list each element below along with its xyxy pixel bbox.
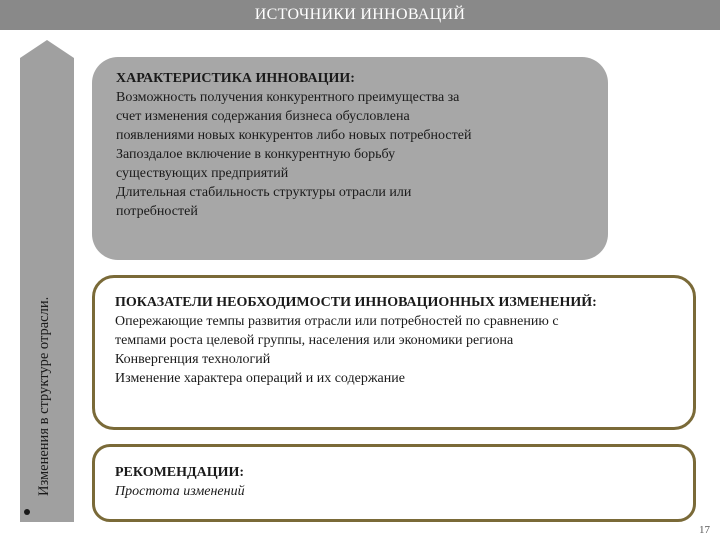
characteristic-box [92,57,608,260]
characteristic-line: счет изменения содержания бизнеса обусловлена [116,109,410,124]
page-number: 17 [699,524,710,536]
recommendations-box [92,444,696,522]
characteristic-heading: ХАРАКТЕРИСТИКА ИННОВАЦИИ: [116,71,355,86]
characteristic-line: потребностей [116,204,198,219]
indicators-line: Изменение характера операций и их содержание [115,371,405,386]
title-bar [0,0,720,30]
characteristic-line: Длительная стабильность структуры отрасли или [116,185,412,200]
side-label: Изменения в структуре отрасли. [36,296,52,496]
characteristic-line: Запоздалое включение в конкурентную борьбу [116,147,396,162]
indicators-line: Опережающие темпы развития отрасли или потребностей по сравнению с [115,314,559,329]
side-bullet-icon [24,509,30,515]
characteristic-line: Возможность получения конкурентного преимущества за [116,90,460,105]
characteristic-line: появлениями новых конкурентов либо новых потребностей [116,128,472,143]
indicators-box [92,275,696,430]
indicators-line: Конвергенция технологий [115,352,271,367]
indicators-line: темпами роста целевой группы, населения или экономики региона [115,333,514,348]
characteristic-line: существующих предприятий [116,166,289,181]
recommendations-heading: РЕКОМЕНДАЦИИ: [115,465,245,480]
page-title: ИСТОЧНИКИ ИННОВАЦИЙ [254,6,466,23]
indicators-heading: ПОКАЗАТЕЛИ НЕОБХОДИМОСТИ ИННОВАЦИОННЫХ ИЗМЕНЕНИЙ: [115,295,597,310]
recommendations-text: Простота изменений [115,484,245,499]
